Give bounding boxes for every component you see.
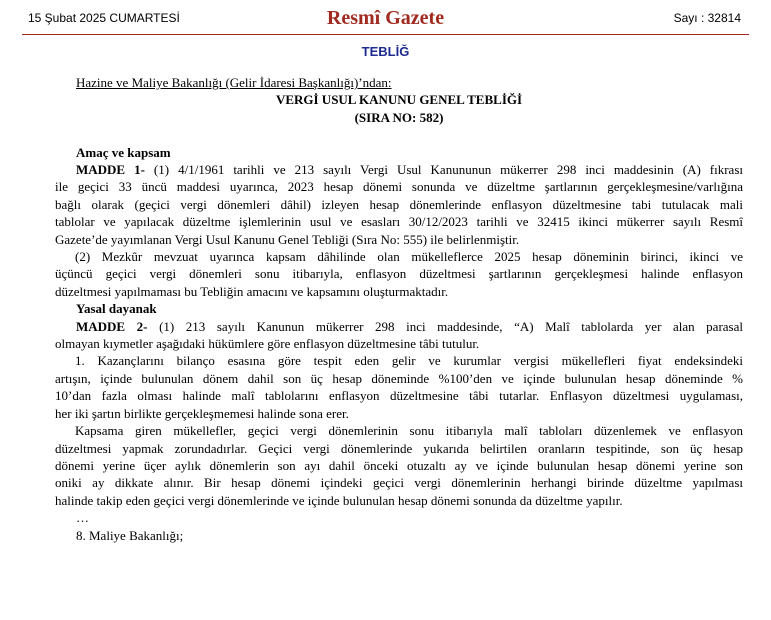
madde2-p3-line: oniki ay dikkate alınır. Bir hesap dönemi içindeki geçici vergi dönemlerinin herhangi birinde düzeltme yapılması [55,475,743,491]
item-8: 8. Maliye Bakanlığı; [76,527,184,543]
madde1-p2-line: üçüncü geçici vergi dönemleri sonu itibarıyla, enflasyon düzeltmesi şartlarının gerçekleşmesi halinde enflasyon [55,266,743,282]
madde2-line: MADDE 2- (1) 213 sayılı Kanunun mükerrer 298 inci maddesinde, “A) Malî tablolarda yer alan parasal [76,318,743,334]
madde1-line: MADDE 1- (1) 4/1/1961 tarihli ve 213 sayılı Vergi Usul Kanununun mükerrer 298 inci maddesinin (A) fıkrası [76,162,744,178]
document-title: VERGİ USUL KANUNU GENEL TEBLİĞİ [275,92,523,108]
madde1-line: bağlı olarak (geçici vergi dönemleri dâhil) izleyen hesap dönemlerinde enflasyon düzeltmesine tabi tutulacak mali [55,196,743,212]
madde2-p2-line: her iki şartın birlikte gerçekleşmemesi halinde sona erer. [55,405,349,421]
heading-basis: Yasal dayanak [76,301,157,317]
issue-number: Sayı : 32814 [673,11,741,25]
blank-line [55,126,743,143]
gazette-header [28,6,743,32]
madde2-p3-line: dönemi yerine üçer aylık dönemlerin son ayı dahil önceki otuzaltı ay ve içinde bulunulan hesap dönemi yerine son [55,457,743,473]
madde1-line: Gazete’de yayımlanan Vergi Usul Kanunu Genel Tebliği (Sıra No: 555) ile belirlenmiştir. [55,231,520,247]
madde1-p2-line: (2) Mezkûr mevzuat uyarınca kapsam dâhilinde olan mükelleflerce 2025 hesap döneminin birinci, ikinci ve [75,249,743,265]
header-divider [22,34,749,35]
section-title: TEBLİĞ [361,44,410,59]
madde2-p3-line: halinde takip eden geçici vergi dönemlerinde ve içinde bulunulan hesap dönemi sonunda da düzeltme yapılır. [55,492,623,508]
madde1-line: ile geçici 33 üncü maddesi uyarınca, 2023 hesap dönemi sonunda ve düzeltme şartlarının gerçekleşmesine/varlığına [55,179,743,195]
issuer-line: Hazine ve Maliye Bakanlığı (Gelir İdaresi Başkanlığı)’ndan: [76,75,392,90]
document-number: (SIRA NO: 582) [354,109,444,125]
gazette-title: Resmî Gazete [326,7,445,29]
madde2-p2-line: 1. Kazançlarını bilanço esasına göre tespit eden gelir ve kurumlar vergisi mükellefleri fiyat endeksindeki [75,353,743,369]
heading-purpose: Amaç ve kapsam [76,144,171,160]
madde1-label: MADDE 1- [76,162,145,178]
madde2-p2-line: artışın, içinde bulunulan dönem dahil son üç hesap döneminde %100’den ve içinde bulunulan hesap döneminde % [55,370,743,386]
madde1-p2-line: düzeltmesi yapılmaması bu Tebliğin amacını ve kapsamını oluşturmaktadır. [55,283,449,299]
madde2-label: MADDE 2- [76,318,148,334]
publication-date: 15 Şubat 2025 CUMARTESİ [28,11,180,25]
madde2-p3-line: Kapsama giren mükellefler, geçici vergi dönemlerinin sonu itibarıyla malî tabloları düzenlemek ve enflasyon [75,423,743,439]
madde2-line: olmayan kıymetler aşağıdaki hükümlere göre enflasyon düzeltmesine tâbi tutulur. [55,336,480,352]
madde2-p3-line: düzeltmesi yapmak zorundadırlar. Geçici vergi dönemlerinde yukarıda belirtilen oranların tespitinde, son üç hesap [55,440,743,456]
madde1-line: tablolar ve yapılacak düzeltme işlemlerinin usul ve esasları 30/12/2023 tarihli ve 32415 ikinci mükerrer sayılı Resmî [55,214,743,230]
ellipsis: … [76,510,89,526]
madde2-p2-line: 10’dan fazla olması halinde malî tablolarını enflasyon düzeltmesine tâbi tutarlar. Enflasyon düzeltmesi uygulaması, [55,388,743,404]
document-body [55,74,743,544]
